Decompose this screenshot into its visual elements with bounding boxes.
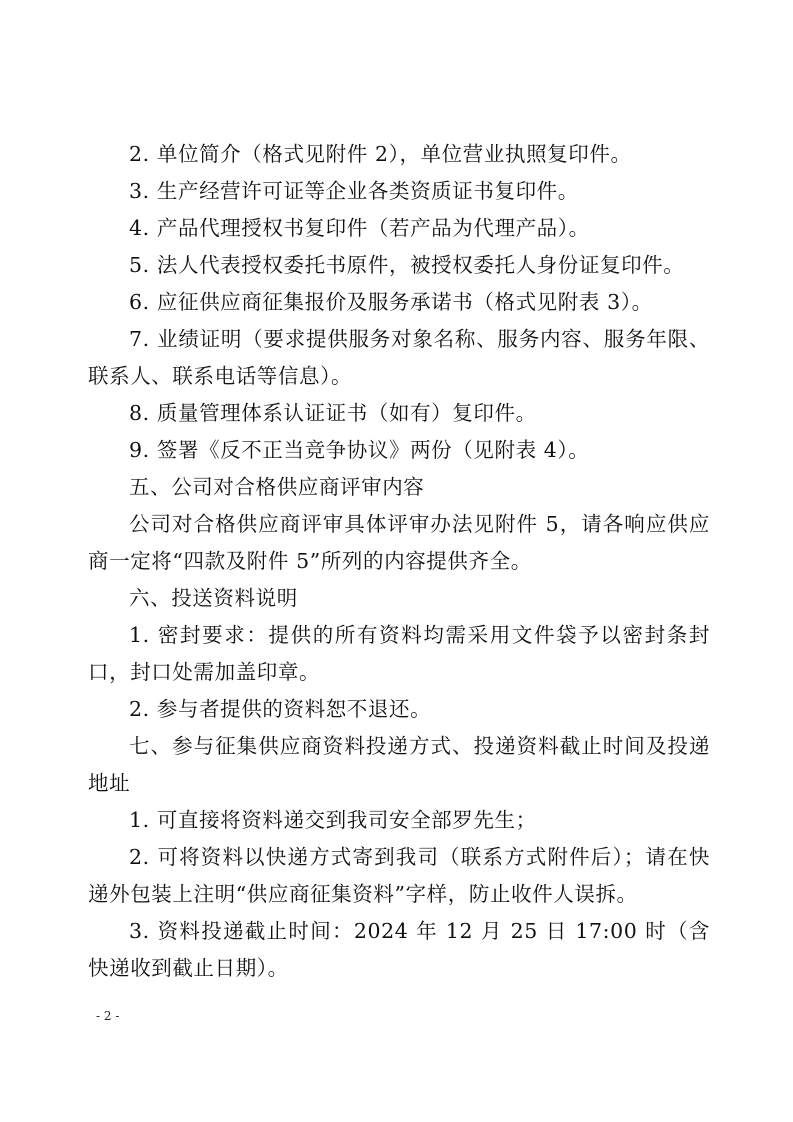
list-item-7: 7. 业绩证明（要求提供服务对象名称、服务内容、服务年限、联系人、联系电话等信息）。 xyxy=(88,327,710,388)
list-item-8: 8. 质量管理体系认证证书（如有）复印件。 xyxy=(129,401,537,425)
section-six-item-1: 1. 密封要求：提供的所有资料均需采用文件袋予以密封条封口，封口处需加盖印章。 xyxy=(88,623,710,684)
list-item-5: 5. 法人代表授权委托书原件，被授权委托人身份证复印件。 xyxy=(129,253,685,277)
list-item-9: 9. 签署《反不正当竞争协议》两份（见附表 4）。 xyxy=(129,438,590,462)
list-item-2: 2. 单位简介（格式见附件 2），单位营业执照复印件。 xyxy=(129,142,632,166)
page-number: - 2 - xyxy=(96,1009,120,1023)
section-seven-item-2: 2. 可将资料以快递方式寄到我司（联系方式附件后）；请在快递外包装上注明“供应商征集资料”字样，防止收件人误拆。 xyxy=(88,845,710,906)
section-five-body: 公司对合格供应商评审具体评审办法见附件 5，请各响应供应商一定将“四款及附件 5”所列的内容提供齐全。 xyxy=(88,512,710,573)
section-heading-five: 五、公司对合格供应商评审内容 xyxy=(129,475,425,499)
section-heading-six: 六、投送资料说明 xyxy=(129,586,298,610)
section-six-item-2: 2. 参与者提供的资料恕不退还。 xyxy=(129,697,432,721)
section-heading-seven: 七、参与征集供应商资料投递方式、投递资料截止时间及投递地址 xyxy=(88,734,710,795)
list-item-3: 3. 生产经营许可证等企业各类资质证书复印件。 xyxy=(129,179,579,203)
section-seven-item-3: 3. 资料投递截止时间：2024 年 12 月 25 日 17:00 时（含快递收到截止日期）。 xyxy=(88,919,710,980)
list-item-6: 6. 应征供应商征集报价及服务承诺书（格式见附表 3）。 xyxy=(129,290,653,314)
section-seven-item-1: 1. 可直接将资料递交到我司安全部罗先生； xyxy=(129,808,537,832)
document-body xyxy=(88,136,710,987)
list-item-4: 4. 产品代理授权书复印件（若产品为代理产品）。 xyxy=(129,216,590,240)
